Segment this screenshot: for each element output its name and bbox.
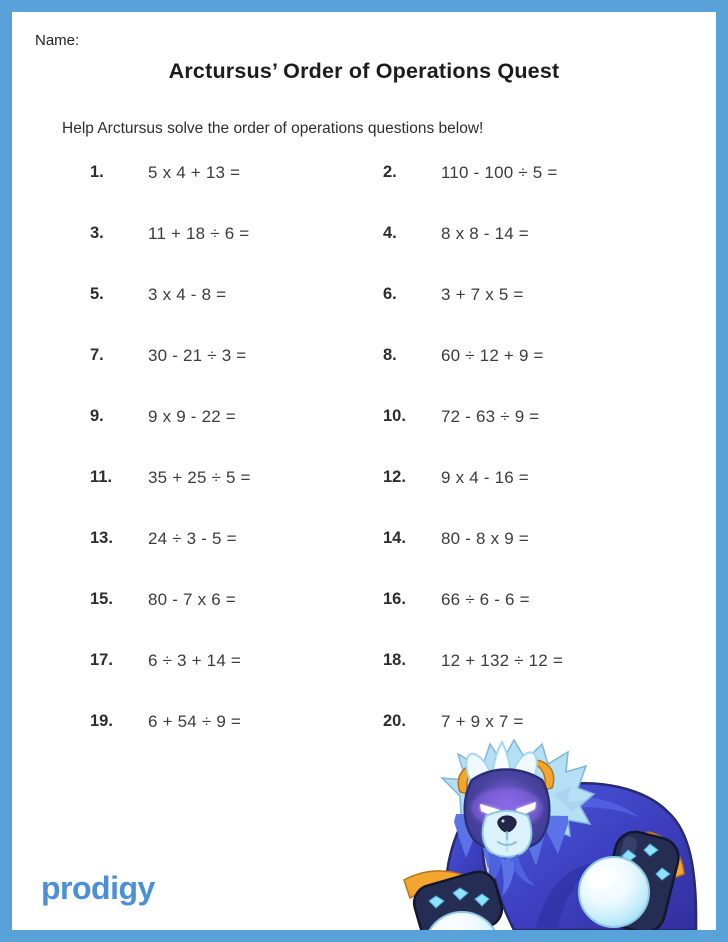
question-number: 16. bbox=[383, 590, 406, 608]
question-expression: 6 ÷ 3 + 14 = bbox=[148, 650, 242, 670]
question-item bbox=[90, 691, 383, 752]
question-item bbox=[383, 447, 703, 508]
question-item bbox=[383, 264, 703, 325]
question-item bbox=[383, 569, 703, 630]
question-number: 6. bbox=[383, 285, 397, 303]
question-item bbox=[90, 630, 383, 691]
question-expression: 7 + 9 x 7 = bbox=[441, 711, 524, 731]
question-expression: 9 x 9 - 22 = bbox=[148, 406, 236, 426]
question-item bbox=[90, 142, 383, 203]
question-item bbox=[90, 325, 383, 386]
question-number: 15. bbox=[90, 590, 113, 608]
question-expression: 11 + 18 ÷ 6 = bbox=[148, 223, 250, 243]
question-expression: 24 ÷ 3 - 5 = bbox=[148, 528, 237, 548]
question-expression: 80 - 8 x 9 = bbox=[441, 528, 529, 548]
question-item bbox=[90, 508, 383, 569]
question-item bbox=[90, 203, 383, 264]
question-number: 7. bbox=[90, 346, 104, 364]
question-number: 5. bbox=[90, 285, 104, 303]
question-number: 11. bbox=[90, 468, 113, 486]
question-expression: 3 x 4 - 8 = bbox=[148, 284, 227, 304]
question-number: 20. bbox=[383, 712, 406, 730]
prodigy-logo: prodigy bbox=[41, 870, 155, 906]
question-number: 18. bbox=[383, 651, 406, 669]
question-expression: 6 + 54 ÷ 9 = bbox=[148, 711, 242, 731]
question-number: 12. bbox=[383, 468, 406, 486]
question-number: 1. bbox=[90, 163, 104, 181]
character-left-gauntlet bbox=[404, 868, 506, 930]
question-number: 13. bbox=[90, 529, 113, 547]
question-item bbox=[383, 508, 703, 569]
question-expression: 3 + 7 x 5 = bbox=[441, 284, 524, 304]
question-expression: 72 - 63 ÷ 9 = bbox=[441, 406, 540, 426]
question-number: 9. bbox=[90, 407, 104, 425]
question-expression: 9 x 4 - 16 = bbox=[441, 467, 529, 487]
name-label: Name: bbox=[35, 32, 80, 49]
character-face bbox=[465, 770, 550, 857]
arctursus-mascot-illustration bbox=[396, 738, 718, 930]
question-item bbox=[383, 325, 703, 386]
question-expression: 80 - 7 x 6 = bbox=[148, 589, 236, 609]
page-title: Arctursus’ Order of Operations Quest bbox=[168, 59, 560, 83]
question-expression: 30 - 21 ÷ 3 = bbox=[148, 345, 247, 365]
character-ice-orb-right bbox=[579, 857, 649, 927]
question-expression: 60 ÷ 12 + 9 = bbox=[441, 345, 544, 365]
questions-grid bbox=[90, 142, 703, 752]
question-item bbox=[383, 142, 703, 203]
question-item bbox=[90, 569, 383, 630]
instructions-text: Help Arctursus solve the order of operations questions below! bbox=[62, 120, 484, 137]
question-expression: 5 x 4 + 13 = bbox=[148, 162, 241, 182]
question-number: 8. bbox=[383, 346, 397, 364]
question-number: 2. bbox=[383, 163, 397, 181]
question-expression: 8 x 8 - 14 = bbox=[441, 223, 529, 243]
question-expression: 35 + 25 ÷ 5 = bbox=[148, 467, 251, 487]
question-item bbox=[90, 447, 383, 508]
question-item bbox=[383, 386, 703, 447]
question-number: 19. bbox=[90, 712, 113, 730]
question-number: 4. bbox=[383, 224, 397, 242]
question-expression: 66 ÷ 6 - 6 = bbox=[441, 589, 530, 609]
question-number: 17. bbox=[90, 651, 113, 669]
question-item bbox=[383, 203, 703, 264]
question-expression: 110 - 100 ÷ 5 = bbox=[441, 162, 558, 182]
question-number: 3. bbox=[90, 224, 104, 242]
question-item bbox=[90, 386, 383, 447]
question-item bbox=[90, 264, 383, 325]
question-number: 10. bbox=[383, 407, 406, 425]
question-expression: 12 + 132 ÷ 12 = bbox=[441, 650, 563, 670]
question-number: 14. bbox=[383, 529, 406, 547]
question-item bbox=[383, 630, 703, 691]
